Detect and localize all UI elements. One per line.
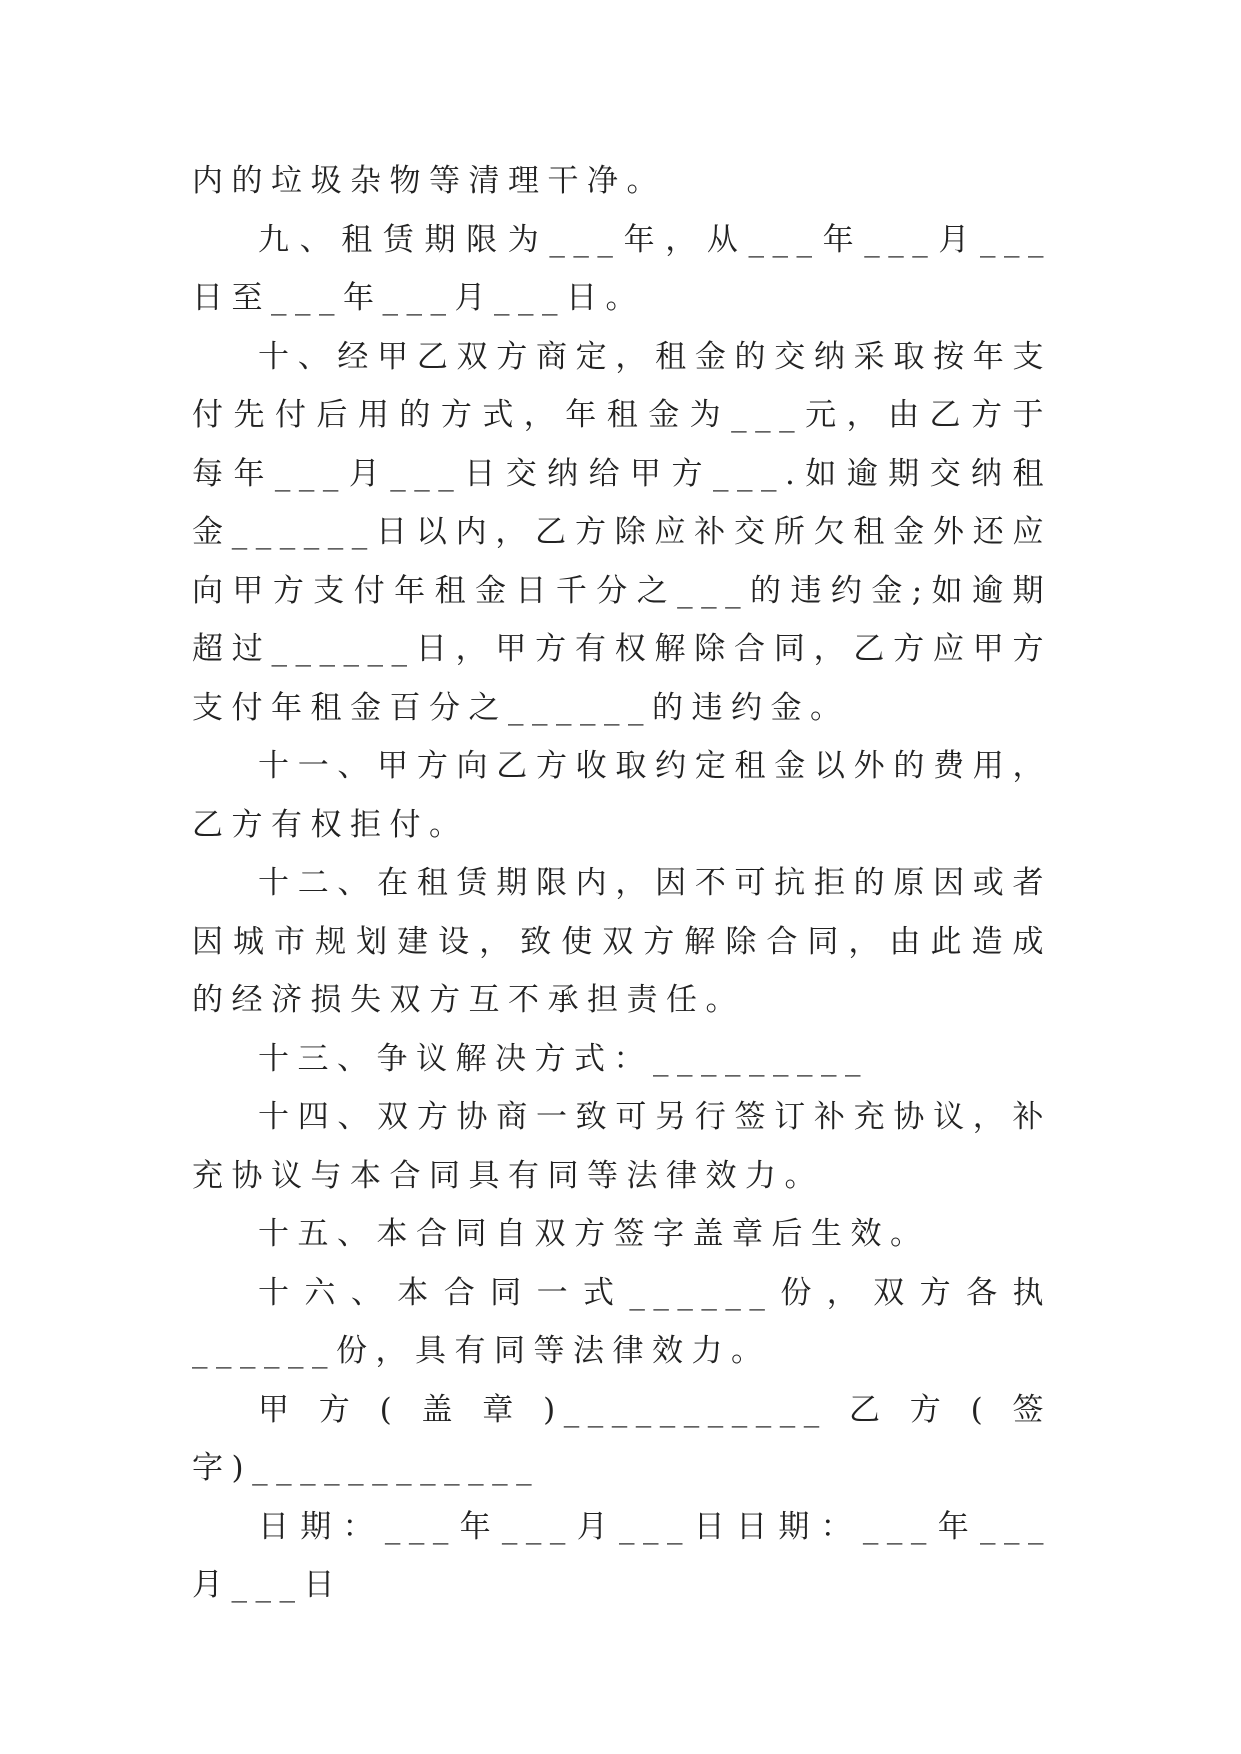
date-line: 日期：___年___月___日日期：___年___月___日 [192,1508,1052,1603]
clause-12-force-majeure: 十二、在租赁期限内，因不可抗拒的原因或者因城市规划建设，致使双方解除合同，由此造成的经济损失双方互不承担责任。 [192,865,1052,1018]
clause-10-rent-payment: 十、经甲乙双方商定，租金的交纳采取按年支付先付后用的方式，年租金为___元，由乙方于每年___月___日交纳给甲方___.如逾期交纳租金______日以内，乙方除应补交所欠租金外还应向甲方支付年租金日千分之___的违约金;如逾期超过______日，甲方有权解除合同，乙方应甲方支付年租金百分之______的违约金。 [192,338,1052,726]
clause-16-copies: 十六、本合同一式______份，双方各执______份，具有同等法律效力。 [192,1274,1052,1369]
clause-14-supplementary-agreement: 十四、双方协商一致可另行签订补充协议，补充协议与本合同具有同等法律效力。 [192,1099,1052,1194]
document-body [192,152,1052,1615]
paragraph-cleanup-continuation: 内的垃圾杂物等清理干净。 [192,163,666,199]
clause-13-dispute-resolution: 十三、争议解决方式：_________ [258,1040,869,1077]
clause-9-lease-term: 九、租赁期限为___年，从___年___月___日至___年___月___日。 [192,221,1052,316]
clause-11-extra-fees: 十一、甲方向乙方收取约定租金以外的费用，乙方有权拒付。 [192,748,1052,843]
clause-15-effectiveness: 十五、本合同自双方签字盖章后生效。 [258,1216,930,1252]
signature-line: 甲方(盖章)___________乙方(签字)____________ [192,1391,1052,1486]
